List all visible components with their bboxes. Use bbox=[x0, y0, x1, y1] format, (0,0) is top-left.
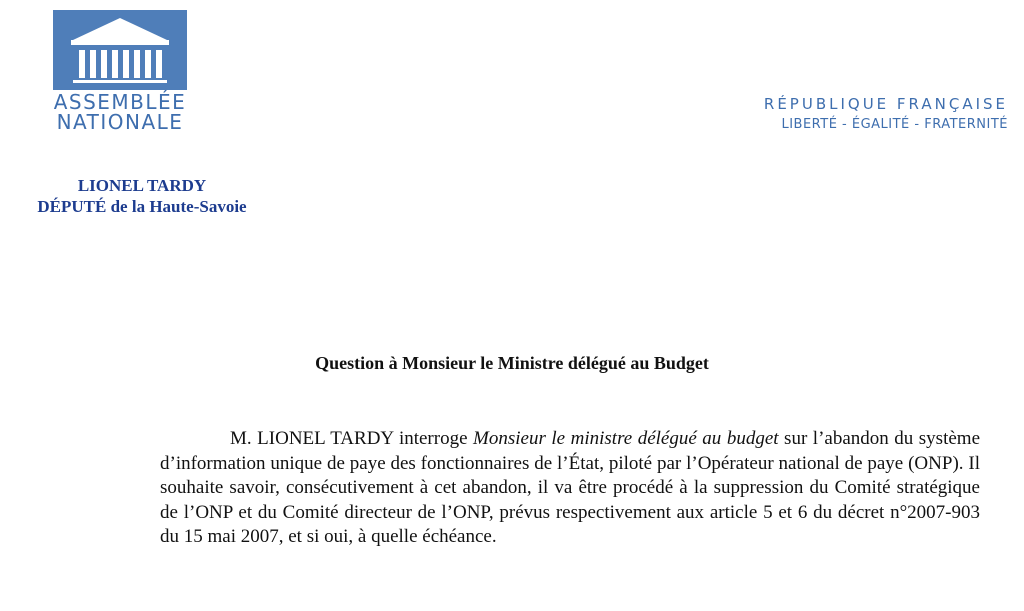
deputy-title: DÉPUTÉ de la Haute-Savoie bbox=[37, 197, 247, 216]
logo-line-2: NATIONALE bbox=[56, 110, 184, 134]
question-title: Question à Monsieur le Ministre délégué au Budget bbox=[315, 353, 709, 373]
question-intro: M. LIONEL TARDY interroge bbox=[230, 428, 468, 449]
assemblee-nationale-label bbox=[48, 92, 192, 132]
assemblee-logo bbox=[53, 10, 187, 90]
republic-header bbox=[764, 94, 1008, 136]
question-addressee: Monsieur le ministre délégué au budget bbox=[473, 428, 779, 449]
question-body bbox=[160, 427, 980, 550]
republic-motto: LIBERTÉ - ÉGALITÉ - FRATERNITÉ bbox=[781, 117, 1008, 132]
deputy-block bbox=[14, 175, 270, 217]
deputy-name: LIONEL TARDY bbox=[77, 176, 207, 195]
republic-title: RÉPUBLIQUE FRANÇAISE bbox=[763, 95, 1008, 113]
palais-bourbon-icon bbox=[53, 10, 187, 90]
question-text: sur l’abandon du système d’information unique de paye des fonctionnaires de l’État, piloté par l’Opérateur national de paye (ONP). Il souhaite savoir, consécutivement à cet abandon, il va être procédé à la suppression du Comité stratégique de l’ONP et du Comité directeur de l’ONP, prévus respectivement aux article 5 et 6 du décret n°2007-903 du 15 mai 2007, et si oui, à quelle échéance. bbox=[160, 428, 980, 547]
logo-line-1: ASSEMBLÉE bbox=[53, 90, 187, 114]
